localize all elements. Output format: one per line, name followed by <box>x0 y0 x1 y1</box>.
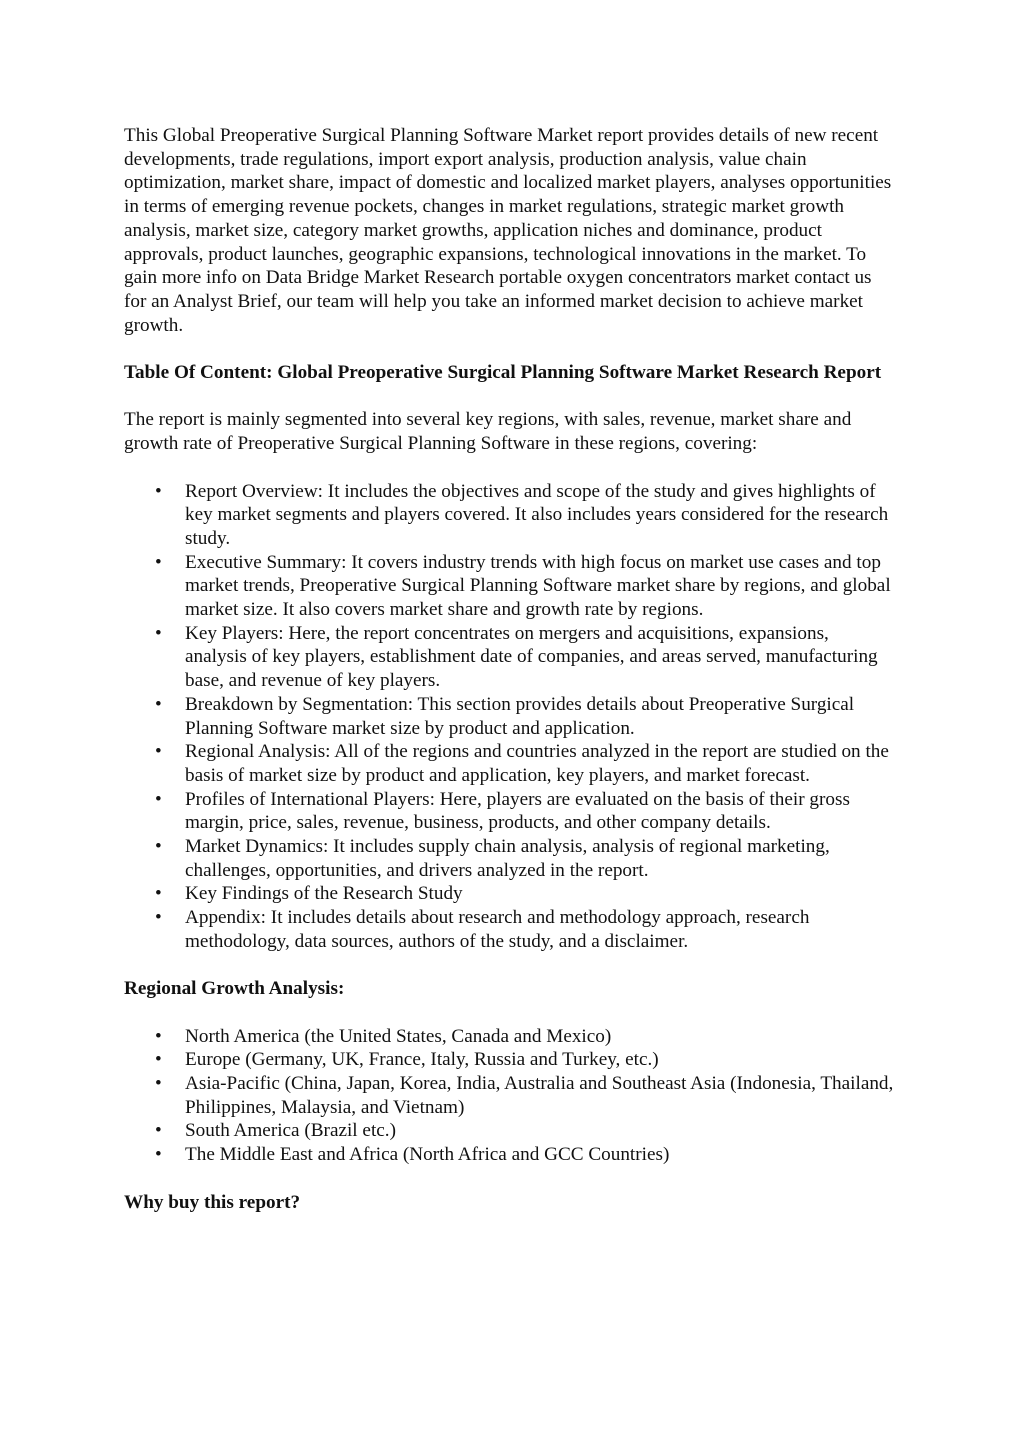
why-buy-heading: Why buy this report? <box>124 1191 301 1213</box>
list-item-text: Breakdown by Segmentation: This section provides details about Preoperative Surgical Planning Software market size by product and application. <box>185 693 855 739</box>
list-item <box>124 1119 894 1143</box>
list-item <box>124 1143 894 1167</box>
list-item <box>124 835 894 882</box>
bullet-icon: • <box>155 788 162 810</box>
list-item-text: The Middle East and Africa (North Africa and GCC Countries) <box>185 1144 670 1166</box>
bullet-icon: • <box>155 741 162 763</box>
list-item <box>124 480 894 551</box>
bullet-icon: • <box>155 836 162 858</box>
list-item <box>124 622 894 693</box>
list-item <box>124 693 894 740</box>
toc-heading: Table Of Content: Global Preoperative Surgical Planning Software Market Research Report <box>124 362 882 384</box>
list-item <box>124 788 894 835</box>
list-item-text: Report Overview: It includes the objectives and scope of the study and gives highlights of key market segments and players covered. It also includes years considered for the research study. <box>185 480 889 549</box>
list-item-text: Key Findings of the Research Study <box>185 883 463 905</box>
bullet-icon: • <box>155 1073 162 1095</box>
list-item <box>124 882 894 906</box>
bullet-icon: • <box>155 480 162 502</box>
list-item <box>124 1072 894 1119</box>
list-item-text: Key Players: Here, the report concentrates on mergers and acquisitions, expansions, analysis of key players, establishment date of companies, and areas served, manufacturing base, and revenue of key players. <box>185 622 878 692</box>
bullet-icon: • <box>155 1144 162 1166</box>
bullet-icon: • <box>155 693 162 715</box>
list-item <box>124 551 894 622</box>
bullet-icon: • <box>155 1025 162 1047</box>
intro-paragraph: This Global Preoperative Surgical Planning Software Market report provides details of new recent developments, trade regulations, import export analysis, production analysis, value chain optimization, market share, impact of domestic and localized market players, analyses opportunities in terms of emerging revenue pockets, changes in market regulations, strategic market growth analysis, market size, category market growths, application niches and dominance, product approvals, product launches, geographic expansions, technological innovations in the market. To gain more info on Data Bridge Market Research portable oxygen concentrators market contact us for an Analyst Brief, our team will help you take an informed market decision to achieve market growth. <box>124 125 892 336</box>
bullet-icon: • <box>155 551 162 573</box>
regional-list <box>124 1025 894 1167</box>
toc-list <box>124 480 894 954</box>
list-item <box>124 1025 894 1049</box>
list-item <box>124 906 894 953</box>
list-item-text: North America (the United States, Canada and Mexico) <box>185 1025 612 1047</box>
list-item-text: Regional Analysis: All of the regions and countries analyzed in the report are studied on the basis of market size by product and application, key players, and market forecast. <box>185 741 889 786</box>
bullet-icon: • <box>155 1120 162 1142</box>
list-item-text: Profiles of International Players: Here, players are evaluated on the basis of their gross margin, price, sales, revenue, business, products, and other company details. <box>185 788 850 834</box>
list-item-text: Executive Summary: It covers industry trends with high focus on market use cases and top market trends, Preoperative Surgical Planning Software market share by regions, and global market size. It also covers market share and growth rate by regions. <box>185 551 891 621</box>
list-item <box>124 1048 894 1072</box>
list-item-text: Asia-Pacific (China, Japan, Korea, India, Australia and Southeast Asia (Indonesia, Thailand, Philippines, Malaysia, and Vietnam) <box>185 1073 894 1118</box>
bullet-icon: • <box>155 883 162 905</box>
regional-heading: Regional Growth Analysis: <box>124 978 345 1000</box>
bullet-icon: • <box>155 622 162 644</box>
toc-lead-paragraph: The report is mainly segmented into several key regions, with sales, revenue, market share and growth rate of Preoperative Surgical Planning Software in these regions, covering: <box>124 409 852 455</box>
list-item-text: Market Dynamics: It includes supply chain analysis, analysis of regional marketing, challenges, opportunities, and drivers analyzed in the report. <box>185 836 830 881</box>
document-page <box>124 124 894 1238</box>
bullet-icon: • <box>155 1049 162 1071</box>
list-item-text: Europe (Germany, UK, France, Italy, Russia and Turkey, etc.) <box>185 1049 659 1071</box>
bullet-icon: • <box>155 907 162 929</box>
list-item-text: Appendix: It includes details about research and methodology approach, research methodology, data sources, authors of the study, and a disclaimer. <box>185 907 810 952</box>
list-item <box>124 740 894 787</box>
list-item-text: South America (Brazil etc.) <box>185 1120 396 1142</box>
